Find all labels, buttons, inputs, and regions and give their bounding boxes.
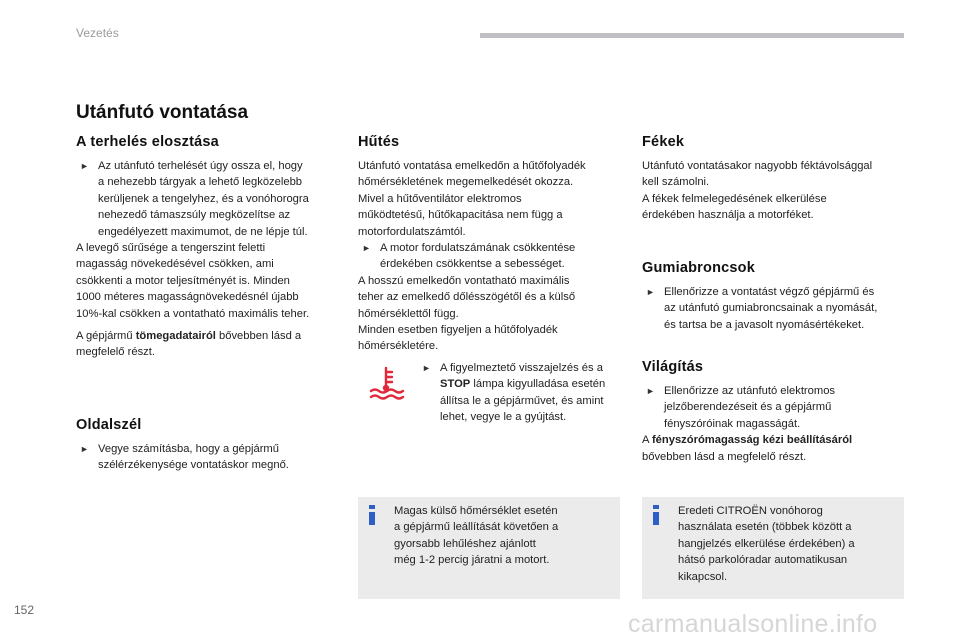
- arrow-bullet-icon: ►: [422, 363, 431, 373]
- headlamp-reference: A fényszórómagasság kézi beállításáról bővebben lásd a megfelelő részt.: [642, 434, 853, 463]
- weights-link-text: tömegadatairól: [135, 330, 216, 343]
- info-text: Magas külső hőmérséklet esetén a gépjármű leállítását követően a gyorsabb lehűléshez ajánlott még 1-2 percig járatni a motort.: [394, 505, 559, 567]
- cooling-paragraph: Utánfutó vontatása emelkedőn a hűtőfolyadék hőmérsékletének megemelkedését okozza. Mivel a hűtőventilátor elektromos működtetésű, hűtőkapacitása nem függ a motorfordulatszámtól.: [358, 160, 586, 238]
- info-box-cooling: [358, 497, 620, 599]
- load-bullet: ► Az utánfutó terhelését úgy ossza el, hogy a nehezebb tárgyak a lehető legközelebb kerüljenek a tengelyhez, és a vonóhorogra nehezedő támaszsúly megközelítse az engedélyezett maximumot, de ne lépje túl.: [80, 160, 309, 238]
- coolant-warning-block: [358, 360, 620, 430]
- tyres-bullet: ► Ellenőrizze a vontatást végző gépjármű és az utánfutó gumiabroncsainak a nyomását, és tartsa be a javasolt nyomásértékeket.: [646, 286, 878, 331]
- cooling-bullet: ► A motor fordulatszámának csökkentése érdekében csökkentse a sebességet.: [362, 242, 576, 271]
- coolant-temperature-warning-icon: [366, 364, 406, 402]
- watermark: carmanualsonline.info: [628, 610, 878, 638]
- lighting-section: [642, 359, 904, 465]
- brakes-paragraph: Utánfutó vontatásakor nagyobb féktávolsággal kell számolni. A fékek felmelegedésének elkerülése érdekében használja a motorféket.: [642, 160, 873, 222]
- page-number: 152: [14, 603, 35, 617]
- load-distribution-section: [76, 134, 338, 361]
- headlamp-link-text: fényszórómagasság kézi beállításáról: [651, 434, 853, 447]
- arrow-bullet-icon: ►: [646, 386, 655, 396]
- tyres-heading: Gumiabroncsok: [642, 260, 755, 276]
- arrow-bullet-icon: ►: [80, 161, 89, 171]
- lighting-heading: Világítás: [642, 359, 704, 375]
- info-text: Eredeti CITROËN vonóhorog használata esetén (többek között a hangjelzés elkerülése érdekében) a hátsó parkolóradar automatikusan kikapcsol.: [678, 505, 855, 583]
- section-title: Vezetés: [76, 26, 119, 40]
- stop-label: STOP: [440, 378, 471, 391]
- warning-text: ► A figyelmeztető visszajelzés és a STOP lámpa kigyulladása esetén állítsa le a gépjárművet, és amint lehet, vegye le a gyújtást.: [422, 362, 606, 424]
- arrow-bullet-icon: ►: [646, 287, 655, 297]
- lighting-bullet: ► Ellenőrizze az utánfutó elektromos jelzőberendezéseit és a gépjármű fényszóróinak magasságát.: [646, 385, 836, 430]
- arrow-bullet-icon: ►: [80, 444, 89, 454]
- cooling-section: [358, 134, 620, 355]
- crosswind-section: [76, 417, 338, 474]
- load-distribution-heading: A terhelés elosztása: [76, 134, 219, 150]
- info-icon: [652, 505, 662, 525]
- cooling-heading: Hűtés: [358, 134, 400, 150]
- crosswind-heading: Oldalszél: [76, 417, 142, 433]
- header-bar: [480, 33, 904, 38]
- crosswind-bullet: ► Vegye számításba, hogy a gépjármű szélérzékenysége vontatáskor megnő.: [80, 443, 289, 472]
- arrow-bullet-icon: ►: [362, 243, 371, 254]
- altitude-paragraph: A levegő sűrűsége a tengerszint feletti magasság növekedésével csökken, ami csökkenti a motor teljesítményét is. Minden 1000 méteres magasságnövekedésnél újabb 10%-kal csökken a vontatható maximális teher.: [76, 242, 310, 320]
- brakes-section: [642, 134, 904, 224]
- page-title: Utánfutó vontatása: [76, 102, 249, 123]
- brakes-heading: Fékek: [642, 134, 685, 150]
- info-icon: [368, 505, 378, 525]
- cooling-paragraph-2: A hosszú emelkedőn vontatható maximális teher az emelkedő dőlésszögétől és a külső hőmérséklettől függ. Minden esetben figyeljen a hűtőfolyadék hőmérsékletére.: [358, 274, 576, 353]
- info-box-towbar: [642, 497, 904, 599]
- weights-reference: A gépjármű tömegadatairól bővebben lásd a megfelelő részt.: [76, 330, 302, 359]
- tyres-section: [642, 260, 904, 333]
